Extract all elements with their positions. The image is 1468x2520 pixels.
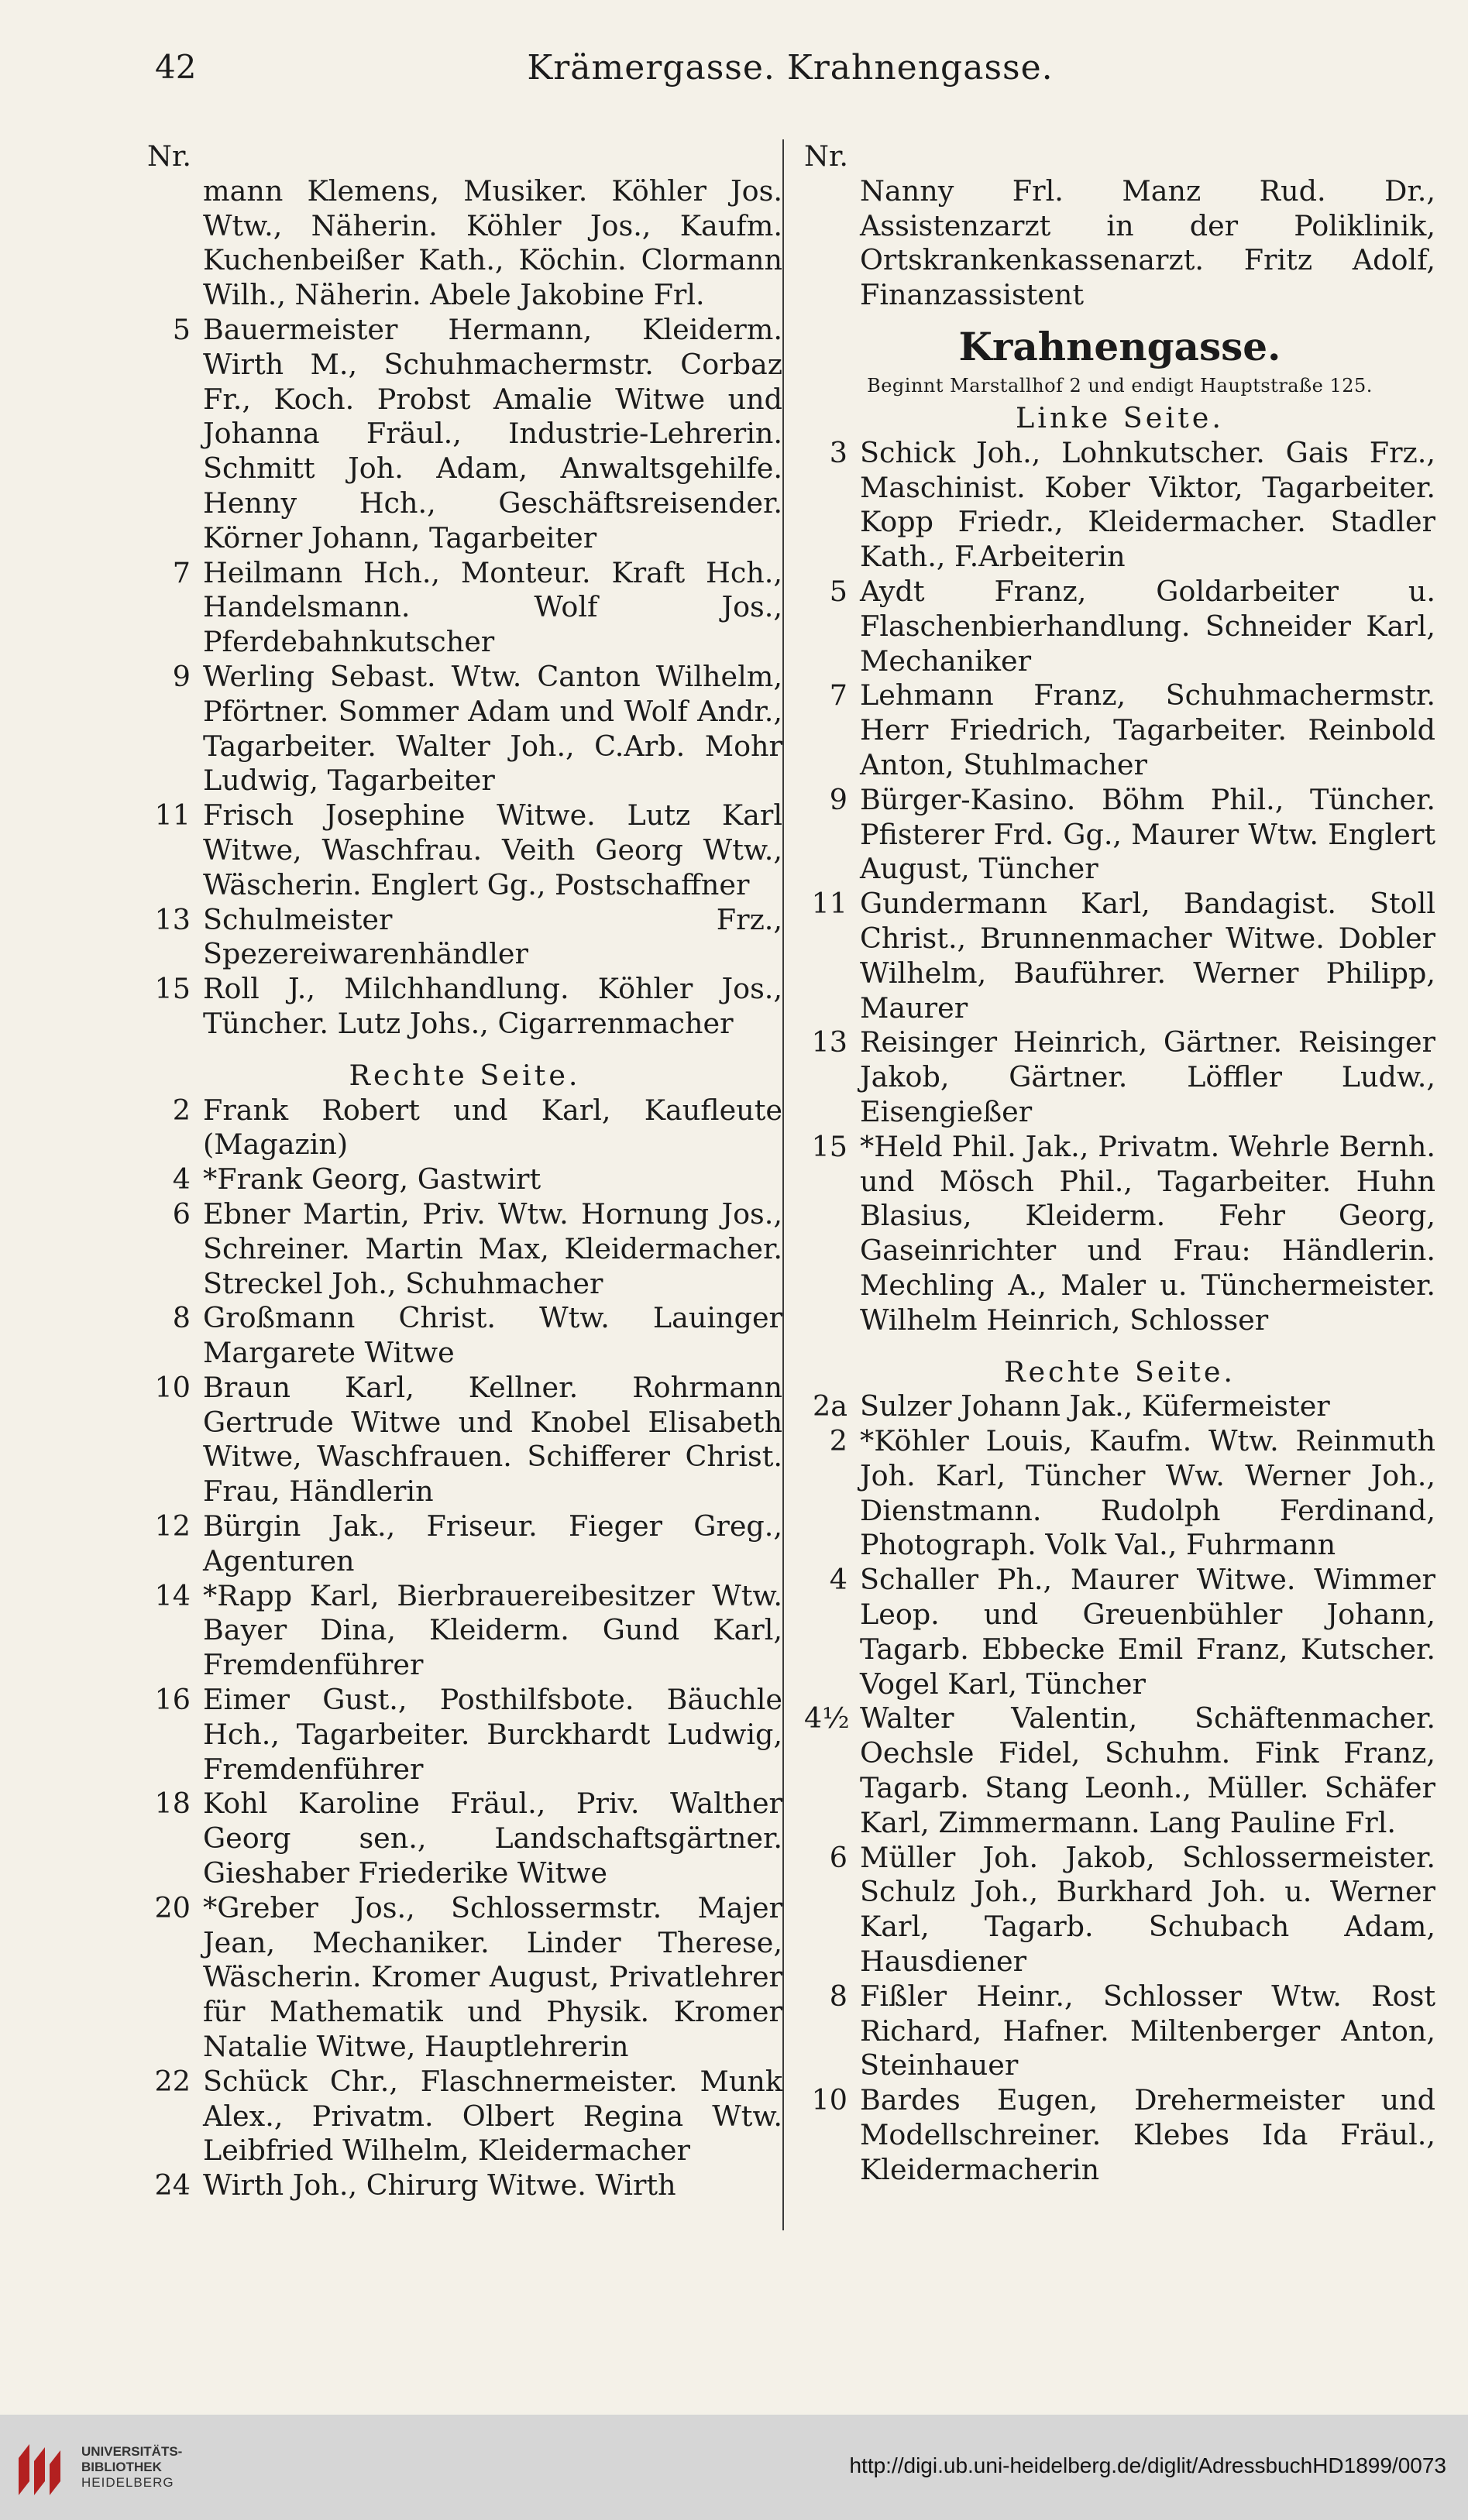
house-number: 7	[172, 555, 191, 589]
entry-text: Frisch Josephine Witwe. Lutz Karl Witwe, Waschfrau. Veith Georg Wtw., Wäscherin. Englert Gg., Postschaffner	[203, 798, 782, 901]
entry-text: Wirth Joh., Chirurg Witwe. Wirth	[203, 2168, 676, 2202]
list-item	[147, 174, 782, 313]
house-number: 2	[829, 1424, 847, 1458]
entry-text: Bürger-Kasino. Böhm Phil., Tüncher. Pfisterer Frd. Gg., Maurer Wtw. Englert August, Tüncher	[860, 782, 1435, 886]
house-number: 8	[829, 1979, 847, 2013]
list-item	[804, 575, 1435, 678]
list-item	[147, 1509, 782, 1579]
house-number: 11	[811, 887, 847, 921]
house-number: 4	[829, 1563, 847, 1597]
list-item	[147, 660, 782, 798]
page-header	[155, 48, 1425, 94]
house-number: 4½	[804, 1701, 850, 1736]
house-number: 12	[154, 1509, 191, 1543]
entry-text: *Held Phil. Jak., Privatm. Wehrle Bernh. und Mösch Phil., Tagarbeiter. Huhn Blasius, Kleiderm. Fehr Georg, Gaseinrichter und Frau: Händlerin. Mechling A., Maler u. Tünchermeister. Wilhelm Heinrich, Schlosser	[860, 1129, 1435, 1337]
entry-text: Lehmann Franz, Schuhmachermstr. Herr Friedrich, Tagarbeiter. Reinbold Anton, Stuhlmacher	[860, 678, 1435, 781]
list-item	[804, 1025, 1435, 1129]
house-number: 6	[172, 1196, 191, 1231]
list-item	[147, 972, 782, 1042]
list-item	[147, 313, 782, 556]
list-item	[147, 1093, 782, 1163]
house-number: 22	[154, 2064, 191, 2098]
entry-text: Schick Joh., Lohnkutscher. Gais Frz., Maschinist. Kober Viktor, Tagarbeiter. Kopp Friedr., Kleidermacher. Stadler Kath., F.Arbeiterin	[860, 435, 1435, 574]
entry-text: Aydt Franz, Goldarbeiter u. Flaschenbierhandlung. Schneider Karl, Mechaniker	[860, 574, 1435, 678]
right-column	[804, 139, 1435, 2188]
street-subtitle: Beginnt Marstallhof 2 und endigt Hauptstraße 125.	[867, 374, 1373, 397]
house-number: 5	[829, 574, 847, 608]
entry-text: *Greber Jos., Schlossermstr. Majer Jean, Mechaniker. Linder Therese, Wäscherin. Kromer August, Privatlehrer für Mathematik und Physik. Kromer Natalie Witwe, Hauptlehrerin	[203, 1890, 782, 2064]
entry-text: Braun Karl, Kellner. Rohrmann Gertrude Witwe und Knobel Elisabeth Witwe, Waschfrauen. Schifferer Christ. Frau, Händlerin	[203, 1370, 782, 1509]
entry-text: Schulmeister Frz., Spezereiwarenhändler	[203, 902, 782, 971]
list-item	[804, 1701, 1435, 1840]
nr-label: Nr.	[804, 139, 848, 173]
house-number: 20	[154, 1890, 191, 1924]
list-item	[147, 1579, 782, 1683]
house-number: 6	[829, 1840, 847, 1874]
entry-text: Fißler Heinr., Schlosser Wtw. Rost Richard, Hafner. Miltenberger Anton, Steinhauer	[860, 1979, 1435, 2082]
entry-text: *Rapp Karl, Bierbrauereibesitzer Wtw. Bayer Dina, Kleiderm. Gund Karl, Fremdenführer	[203, 1578, 782, 1682]
house-number: 13	[154, 902, 191, 936]
house-number: 2a	[813, 1389, 847, 1423]
column-divider	[782, 139, 784, 2230]
list-item	[804, 1130, 1435, 1338]
house-number: 14	[154, 1578, 191, 1612]
entry-text: Eimer Gust., Posthilfsbote. Bäuchle Hch., Tagarbeiter. Burckhardt Ludwig, Fremdenführer	[203, 1683, 782, 1786]
section-heading-rechte-seite: Rechte Seite.	[1003, 1354, 1236, 1389]
house-number: 13	[811, 1025, 847, 1059]
entry-text: Frank Robert und Karl, Kaufleute (Magazin)	[203, 1093, 782, 1162]
house-number: 15	[154, 972, 191, 1006]
list-item	[804, 1389, 1435, 1424]
entry-text: Bürgin Jak., Friseur. Fieger Greg., Agenturen	[203, 1509, 782, 1578]
list-item	[804, 887, 1435, 1025]
list-item	[804, 678, 1435, 782]
entry-text: Ebner Martin, Priv. Wtw. Hornung Jos., Schreiner. Martin Max, Kleidermacher. Streckel Joh., Schuhmacher	[203, 1196, 782, 1300]
house-number: 3	[829, 435, 847, 469]
list-item	[147, 1891, 782, 2065]
entry-text: mann Klemens, Musiker. Köhler Jos. Wtw., Näherin. Köhler Jos., Kaufm. Kuchenbeißer Kath., Köchin. Clormann Wilh., Näherin. Abele Jakobine Frl.	[203, 173, 782, 312]
house-number: 9	[829, 782, 847, 816]
left-column	[147, 139, 782, 2203]
entry-text: Walter Valentin, Schäftenmacher. Oechsle Fidel, Schuhm. Fink Franz, Tagarb. Stang Leonh., Müller. Schäfer Karl, Zimmermann. Lang Pauline Frl.	[860, 1701, 1435, 1839]
list-item	[147, 903, 782, 973]
house-number: 18	[154, 1787, 191, 1821]
list-item	[147, 2065, 782, 2168]
list-item	[147, 1162, 782, 1197]
house-number: 8	[172, 1301, 191, 1335]
running-title: Krämergasse. Krahnengasse.	[527, 48, 1054, 88]
house-number: 10	[811, 2083, 847, 2117]
entry-text: Kohl Karoline Fräul., Priv. Walther Georg sen., Landschaftsgärtner. Gieshaber Friederike Witwe	[203, 1787, 782, 1890]
street-title: Krahnengasse.	[958, 323, 1281, 369]
list-item	[804, 436, 1435, 575]
entry-text: Heilmann Hch., Monteur. Kraft Hch., Handelsmann. Wolf Jos., Pferdebahnkutscher	[203, 555, 782, 659]
library-name-line: UNIVERSITÄTS-	[81, 2444, 183, 2459]
list-item	[804, 1424, 1435, 1563]
list-item	[804, 1979, 1435, 2083]
library-city: HEIDELBERG	[81, 2475, 174, 2490]
list-item	[147, 798, 782, 902]
house-number: 11	[154, 798, 191, 833]
entry-text: *Frank Georg, Gastwirt	[203, 1162, 541, 1196]
house-number: 15	[811, 1129, 847, 1163]
entry-text: Reisinger Heinrich, Gärtner. Reisinger Jakob, Gärtner. Löffler Ludw., Eisengießer	[860, 1025, 1435, 1128]
list-item	[147, 1301, 782, 1371]
library-name	[81, 2444, 182, 2491]
nr-label: Nr.	[147, 139, 191, 173]
list-item	[147, 1683, 782, 1787]
entry-text: Müller Joh. Jakob, Schlossermeister. Schulz Joh., Burkhard Joh. u. Werner Karl, Tagarb. Schubach Adam, Hausdiener	[860, 1840, 1435, 1979]
house-number: 7	[829, 678, 847, 712]
entry-text: Sulzer Johann Jak., Küfermeister	[860, 1389, 1330, 1423]
house-number: 10	[154, 1370, 191, 1404]
list-item	[147, 1371, 782, 1509]
section-heading-linke-seite: Linke Seite.	[1016, 400, 1224, 434]
entry-text: Schück Chr., Flaschnermeister. Munk Alex., Privatm. Olbert Regina Wtw. Leibfried Wilhelm, Kleidermacher	[203, 2064, 782, 2168]
source-url-link[interactable]: http://digi.ub.uni-heidelberg.de/diglit/AdressbuchHD1899/0073	[849, 2453, 1446, 2477]
page-number: 42	[155, 48, 197, 86]
footer-bar	[0, 2415, 1468, 2520]
entry-text: Bauermeister Hermann, Kleiderm. Wirth M., Schuhmachermstr. Corbaz Fr., Koch. Probst Amalie Witwe und Johanna Fräul., Industrie-Lehrerin. Schmitt Joh. Adam, Anwaltsgehilfe. Henny Hch., Geschäftsreisender. Körner Johann, Tagarbeiter	[203, 312, 782, 554]
entry-text: Großmann Christ. Wtw. Lauinger Margarete Witwe	[203, 1301, 782, 1370]
house-number: 4	[172, 1162, 191, 1196]
entry-text: Roll J., Milchhandlung. Köhler Jos., Tüncher. Lutz Johs., Cigarrenmacher	[203, 972, 782, 1040]
house-number: 9	[172, 659, 191, 693]
list-item	[147, 1197, 782, 1301]
library-name-line: BIBLIOTHEK	[81, 2460, 162, 2474]
house-number: 16	[154, 1683, 191, 1717]
list-item	[147, 556, 782, 660]
list-item	[147, 2168, 782, 2203]
house-number: 24	[154, 2168, 191, 2202]
list-item	[147, 1787, 782, 1890]
entry-text: *Köhler Louis, Kaufm. Wtw. Reinmuth Joh. Karl, Tüncher Ww. Werner Joh., Dienstmann. Rudolph Ferdinand, Photograph. Volk Val., Fuhrmann	[860, 1424, 1435, 1562]
section-heading-rechte-seite: Rechte Seite.	[349, 1058, 581, 1092]
list-item	[804, 174, 1435, 313]
entry-text: Werling Sebast. Wtw. Canton Wilhelm, Pförtner. Sommer Adam und Wolf Andr., Tagarbeiter. Walter Joh., C.Arb. Mohr Ludwig, Tagarbeiter	[203, 659, 782, 798]
entry-text: Gundermann Karl, Bandagist. Stoll Christ., Brunnenmacher Witwe. Dobler Wilhelm, Bauführer. Werner Philipp, Maurer	[860, 887, 1435, 1025]
list-item	[804, 2083, 1435, 2187]
entry-text: Bardes Eugen, Drehermeister und Modellschreiner. Klebes Ida Fräul., Kleidermacherin	[860, 2083, 1435, 2186]
list-item	[804, 1563, 1435, 1701]
house-number: 2	[172, 1093, 191, 1127]
entry-text: Nanny Frl. Manz Rud. Dr., Assistenzarzt in der Poliklinik, Ortskrankenkassenarzt. Fritz Adolf, Finanzassistent	[860, 173, 1435, 312]
house-number: 5	[172, 312, 191, 346]
list-item	[804, 1841, 1435, 1979]
entry-text: Schaller Ph., Maurer Witwe. Wimmer Leop. und Greuenbühler Johann, Tagarb. Ebbecke Emil Franz, Kutscher. Vogel Karl, Tüncher	[860, 1563, 1435, 1701]
list-item	[804, 783, 1435, 887]
library-logo-icon	[14, 2438, 68, 2500]
